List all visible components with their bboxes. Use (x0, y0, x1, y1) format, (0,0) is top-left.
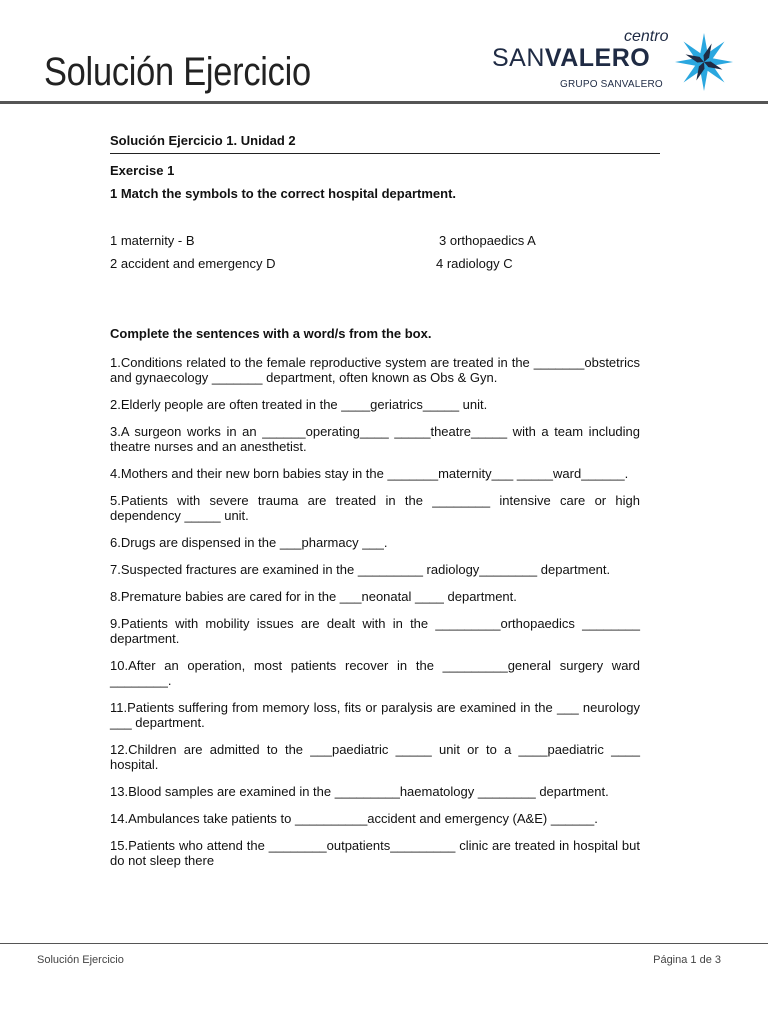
sentence-item: 14.Ambulances take patients to __________accident and emergency (A&E) ______. (110, 811, 598, 826)
sentence-item: 10.After an operation, most patients recover in the _________general surgery ward ________. (110, 658, 640, 688)
match-item: 3 orthopaedics A (439, 233, 536, 248)
match-answers (110, 233, 640, 279)
match-item: 2 accident and emergency D (110, 256, 276, 271)
logo-grupo-text: GRUPO SANVALERO (560, 79, 663, 90)
sentence-item: 7.Suspected fractures are examined in the _________ radiology________ department. (110, 562, 611, 577)
logo-brand-text: SANVALERO (492, 44, 651, 72)
exercise-title: Exercise 1 (110, 163, 175, 178)
sentence-item: 5.Patients with severe trauma are treated in the ________ intensive care or high dependency _____ unit. (110, 493, 640, 523)
sentence-item: 3.A surgeon works in an ______operating____ _____theatre_____ with a team including theatre nurses and an anesthetist. (110, 424, 640, 454)
logo (490, 28, 740, 98)
document-heading: Solución Ejercicio 1. Unidad 2 (110, 133, 660, 154)
header-divider (0, 101, 768, 104)
sentence-item: 15.Patients who attend the ________outpatients_________ clinic are treated in hospital but do not sleep there (110, 838, 640, 868)
exercise-instruction-2: Complete the sentences with a word/s from the box. (110, 326, 432, 341)
page-number: Página 1 de 3 (653, 954, 721, 966)
sentence-item: 2.Elderly people are often treated in the ____geriatrics_____ unit. (110, 397, 488, 412)
logo-centro-text: centro (624, 28, 669, 45)
sentence-item: 1.Conditions related to the female reproductive system are treated in the _______obstetrics and gynaecology _______ department, often known as Obs & Gyn. (110, 355, 640, 385)
footer-divider (0, 943, 768, 944)
star-logo-icon (672, 30, 736, 94)
exercise-instruction: 1 Match the symbols to the correct hospital department. (110, 186, 457, 201)
sentence-item: 8.Premature babies are cared for in the ___neonatal ____ department. (110, 589, 517, 604)
page-title: Solución Ejercicio (44, 50, 311, 94)
sentence-item: 11.Patients suffering from memory loss, fits or paralysis are examined in the ___ neurology ___ department. (110, 700, 640, 730)
sentence-item: 13.Blood samples are examined in the _________haematology ________ department. (110, 784, 609, 799)
sentence-item: 4.Mothers and their new born babies stay in the _______maternity___ _____ward______. (110, 466, 629, 481)
sentence-item: 9.Patients with mobility issues are dealt with in the _________orthopaedics ________ department. (110, 616, 640, 646)
match-item: 1 maternity - B (110, 233, 195, 248)
match-item: 4 radiology C (436, 256, 513, 271)
document-body (110, 133, 640, 868)
footer-title: Solución Ejercicio (37, 954, 124, 966)
sentence-item: 6.Drugs are dispensed in the ___pharmacy ___. (110, 535, 388, 550)
sentence-item: 12.Children are admitted to the ___paediatric _____ unit or to a ____paediatric ____ hospital. (110, 742, 640, 772)
